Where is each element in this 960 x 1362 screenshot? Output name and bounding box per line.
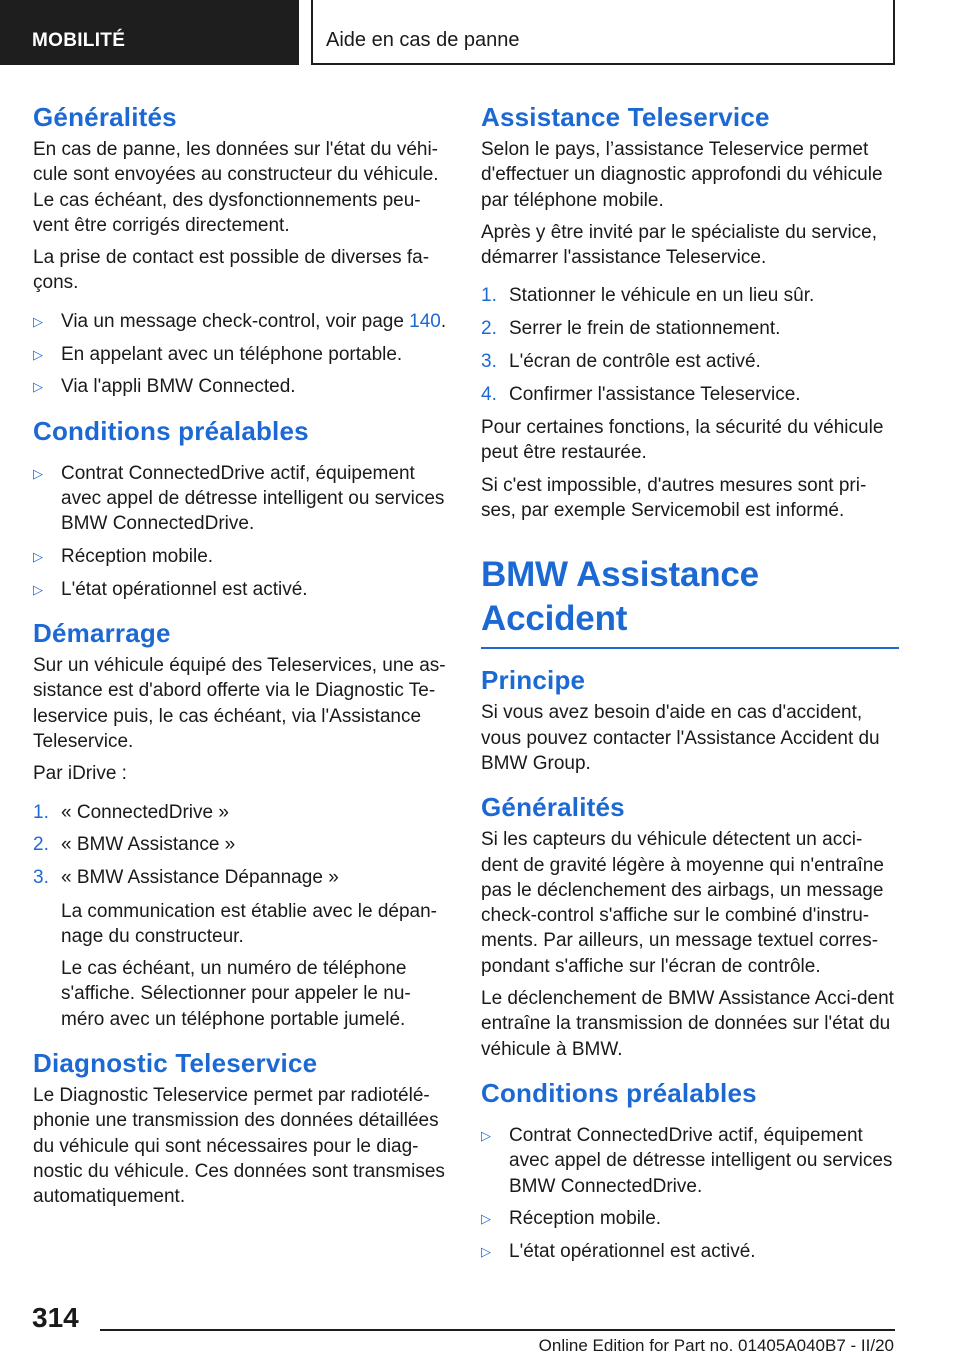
paragraph: Après y être invité par le spécialiste du service, démarrer l'assistance Teleservice. (481, 221, 878, 269)
step-number: 4. (481, 383, 497, 405)
step-number: 3. (33, 867, 49, 889)
step-item (481, 316, 899, 341)
heading-assistance: Assistance Teleservice (481, 102, 770, 132)
paragraph: Le déclenchement de BMW Assistance Acci-dent entraîne la transmission de données sur l'état du véhicule à BMW. (481, 988, 894, 1060)
bullet-triangle-icon: ▷ (33, 346, 43, 362)
bullet-triangle-icon: ▷ (33, 465, 43, 481)
heading-conditions: Conditions préalables (481, 1077, 757, 1108)
bullet-triangle-icon: ▷ (33, 549, 43, 565)
paragraph: Par iDrive : (33, 763, 127, 785)
page-link[interactable]: 140 (409, 310, 441, 332)
list-item-text: Réception mobile. (509, 1208, 662, 1230)
bullet-triangle-icon: ▷ (481, 1211, 491, 1227)
paragraph: Sur un véhicule équipé des Teleservices, une as-sistance est d'abord offerte via le Diagnostic Te-leservice puis, le cas échéant, via l'Assistance Teleservice. (33, 655, 446, 753)
step-number: 2. (33, 834, 49, 856)
list-item-end: . (440, 310, 447, 332)
list-item-text: L'état opérationnel est activé. (509, 1241, 756, 1263)
step-item (481, 283, 899, 308)
step-number: 1. (33, 801, 49, 823)
heading-principe: Principe (481, 665, 586, 696)
step-text: « ConnectedDrive » (61, 801, 229, 823)
bullet-triangle-icon: ▷ (481, 1127, 491, 1143)
list-item-text: En appelant avec un téléphone portable. (61, 343, 403, 365)
chapter-heading-accident: BMW Assistance Accident (481, 553, 899, 649)
list-item (33, 309, 451, 334)
bullet-list (33, 461, 451, 602)
paragraph: Si vous avez besoin d'aide en cas d'accident, vous pouvez contacter l'Assistance Accident du BMW Group. (481, 702, 880, 774)
step-text: Confirmer l'assistance Teleservice. (509, 383, 801, 405)
heading-generalites: Généralités (481, 792, 625, 823)
bullet-triangle-icon: ▷ (33, 379, 43, 395)
paragraph: Pour certaines fonctions, la sécurité du véhicule peut être restaurée. (481, 417, 884, 464)
bullet-triangle-icon: ▷ (33, 581, 43, 597)
bullet-triangle-icon: ▷ (33, 313, 43, 329)
list-item-text: Via un message check-control, voir page (61, 310, 410, 332)
list-item (481, 1239, 899, 1264)
list-item (33, 544, 451, 569)
list-item (33, 461, 451, 537)
step-list (33, 800, 451, 891)
list-item-text: Contrat ConnectedDrive actif, équipement avec appel de détresse intelligent ou services BMW ConnectedDrive. (509, 1124, 893, 1197)
step-item (481, 382, 899, 407)
list-item (33, 342, 451, 367)
paragraph: Si c'est impossible, d'autres mesures sont pri-ses, par exemple Servicemobil est informé. (481, 474, 867, 522)
edition-note: Online Edition for Part no. 01405A040B7 - II/20 (538, 1336, 894, 1355)
chapter-tab (311, 0, 895, 65)
step-detail: Le cas échéant, un numéro de téléphone s'affiche. Sélectionner pour appeler le nu-méro avec un téléphone portable jumelé. (61, 958, 411, 1030)
paragraph: Selon le pays, l’assistance Teleservice permet d'effectuer un diagnostic approfondi du véhicule par téléphone mobile. (481, 139, 883, 211)
step-number: 2. (481, 318, 497, 340)
list-item (33, 374, 451, 399)
right-column (481, 100, 899, 1272)
step-item (33, 865, 451, 890)
list-item-text: Réception mobile. (61, 546, 214, 568)
footer-divider (100, 1329, 895, 1331)
list-item-text: Contrat ConnectedDrive actif, équipement avec appel de détresse intelligent ou services BMW ConnectedDrive. (61, 462, 445, 535)
step-text: Serrer le frein de stationnement. (509, 318, 781, 340)
step-detail: La communication est établie avec le dépan-nage du constructeur. (61, 900, 438, 947)
heading-diagnostic: Diagnostic Teleservice (33, 1048, 318, 1079)
heading-conditions: Conditions préalables (33, 415, 309, 446)
list-item (33, 577, 451, 602)
page-number: 314 (32, 1302, 79, 1333)
step-item (481, 349, 899, 374)
step-list (481, 283, 899, 407)
step-text: Stationner le véhicule en un lieu sûr. (509, 285, 815, 307)
section-tab (0, 0, 299, 65)
list-item (481, 1123, 899, 1199)
bullet-triangle-icon: ▷ (481, 1244, 491, 1260)
heading-generalites: Généralités (33, 102, 177, 132)
list-item (481, 1206, 899, 1231)
step-number: 3. (481, 351, 497, 373)
step-item (33, 832, 451, 857)
paragraph: La prise de contact est possible de diverses fa-çons. (33, 247, 430, 294)
bullet-list (481, 1123, 899, 1264)
chapter-title: Aide en cas de panne (326, 29, 520, 51)
bullet-list (33, 309, 451, 400)
paragraph: Le Diagnostic Teleservice permet par radiotélé-phonie une transmission des données détaillées du véhicule qui sont nécessaires pour le diag-nostic du véhicule. Ces données sont transmises automatiquement. (33, 1085, 445, 1208)
step-text: « BMW Assistance » (61, 834, 236, 856)
paragraph: Si les capteurs du véhicule détectent un acci-dent de gravité légère à moyenne qui n'entraîne pas le déclenchement des airbags, un message check-control s'affiche sur le combiné d'instru-ments. Par ailleurs, un message textuel corres-pondant s'affiche sur l'écran de contrôle. (481, 829, 884, 977)
left-column (33, 100, 451, 1217)
list-item-text: L'état opérationnel est activé. (61, 578, 308, 600)
step-text: L'écran de contrôle est activé. (509, 351, 761, 373)
paragraph: En cas de panne, les données sur l'état du véhi-cule sont envoyées au constructeur du véhicule. Le cas échéant, des dysfonctionnements peu-vent être corrigés directement. (33, 139, 439, 236)
heading-demarrage: Démarrage (33, 618, 171, 649)
step-item (33, 800, 451, 825)
step-number: 1. (481, 285, 497, 307)
section-title: MOBILITÉ (32, 30, 126, 51)
list-item-text: Via l'appli BMW Connected. (61, 376, 296, 398)
step-text: « BMW Assistance Dépannage » (61, 867, 339, 889)
